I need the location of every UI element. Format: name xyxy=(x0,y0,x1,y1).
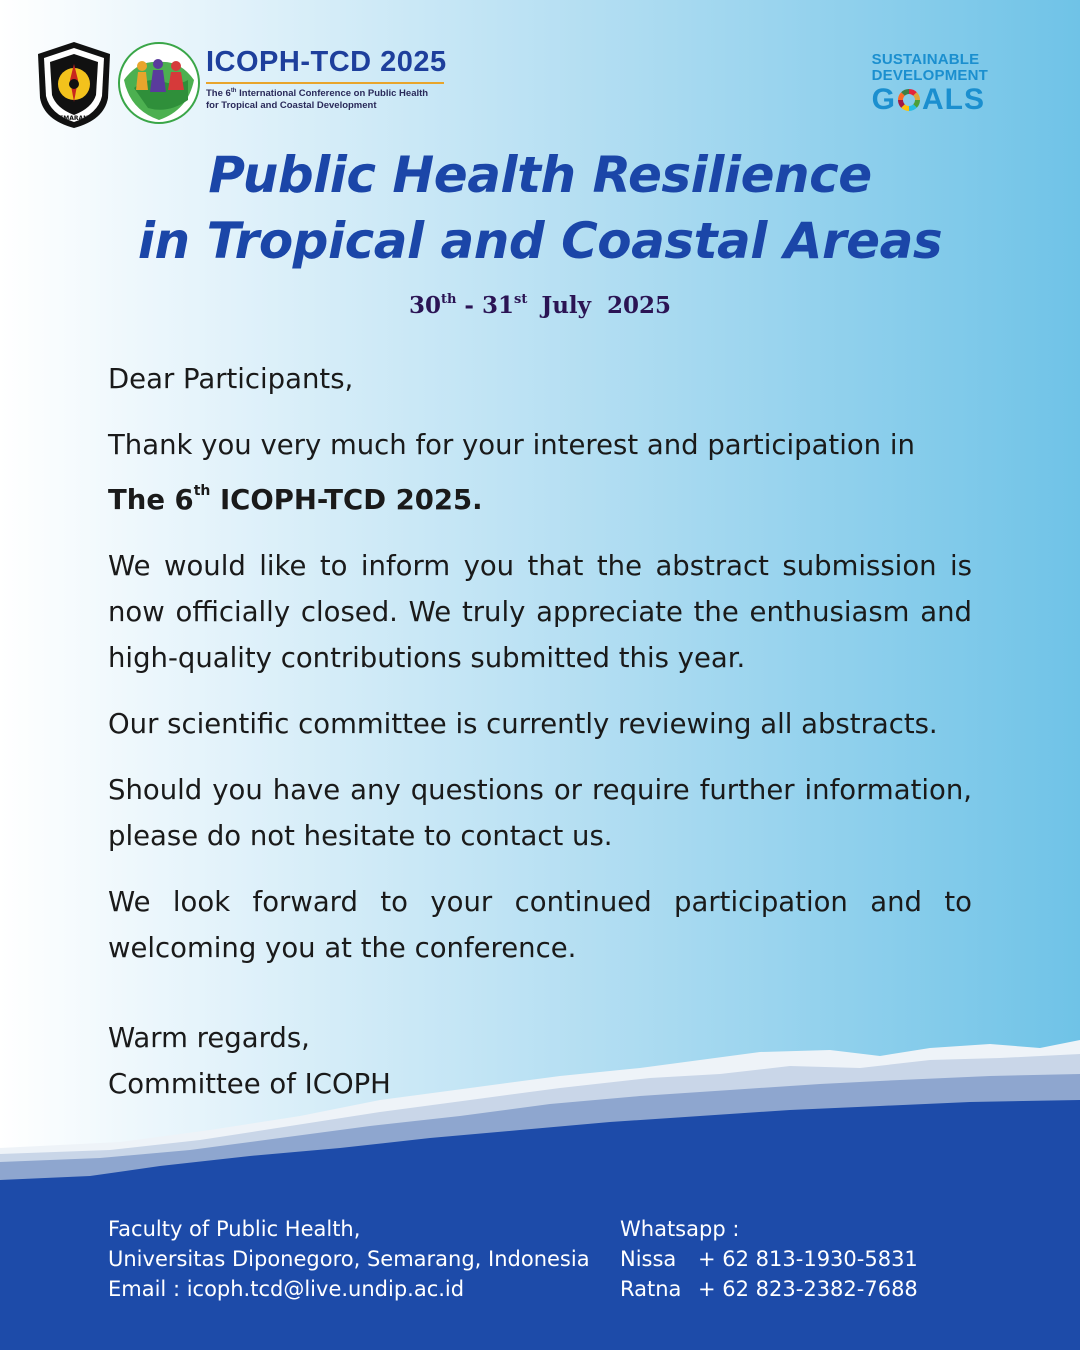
paragraph-reviewing: Our scientific committee is currently reviewing all abstracts. xyxy=(108,708,938,740)
conference-subtitle: The 6th International Conference on Public Health for Tropical and Coastal Development xyxy=(206,88,429,112)
sdg-goals-word: G ALS xyxy=(871,83,985,116)
sdg-line-1: SUSTAINABLE xyxy=(871,51,980,68)
paragraph-questions: Should you have any questions or require further information, please do not hesitate to contact us. xyxy=(108,774,972,852)
sdg-wheel-icon xyxy=(897,88,921,112)
svg-text:SEMARANG: SEMARANG xyxy=(54,115,94,122)
address-line-2: Universitas Diponegoro, Semarang, Indonesia xyxy=(108,1247,590,1271)
contact-phone: + 62 823-2382-7688 xyxy=(698,1277,918,1301)
paragraph-thanks: Thank you very much for your interest and participation in The 6th ICOPH-TCD 2025. xyxy=(108,429,915,516)
conference-name: ICOPH-TCD 2025 xyxy=(206,46,447,78)
title-line-2: in Tropical and Coastal Areas xyxy=(137,212,943,270)
conference-name-underline xyxy=(206,82,444,84)
conference-edition: The 6th ICOPH-TCD 2025. xyxy=(108,483,483,516)
closing: Warm regards, xyxy=(108,1022,310,1054)
footer xyxy=(0,1180,1080,1350)
footer-whatsapp xyxy=(620,1214,918,1304)
contact-row xyxy=(620,1244,918,1274)
icoph-globe-logo xyxy=(118,40,200,126)
contact-name: Nissa xyxy=(620,1247,677,1271)
contact-row xyxy=(620,1274,918,1304)
main-title xyxy=(0,142,1080,274)
event-dates: 30th - 31st July 2025 xyxy=(408,292,672,319)
footer-address xyxy=(108,1214,590,1304)
header xyxy=(34,38,1034,133)
address-line-1: Faculty of Public Health, xyxy=(108,1217,361,1241)
paragraph-closed: We would like to inform you that the abstract submission is now officially closed. We truly appreciate the enthusiasm and high-quality contributions submitted this year. xyxy=(108,550,972,674)
letter-body xyxy=(108,356,972,1107)
greeting: Dear Participants, xyxy=(108,363,354,395)
signature: Committee of ICOPH xyxy=(108,1068,391,1100)
whatsapp-label: Whatsapp : xyxy=(620,1217,740,1241)
contact-phone: + 62 813-1930-5831 xyxy=(698,1247,918,1271)
sdg-line-2: DEVELOPMENT xyxy=(871,67,988,84)
university-seal-logo xyxy=(34,40,114,130)
sdg-logo xyxy=(872,52,988,116)
contact-name: Ratna xyxy=(620,1277,682,1301)
title-line-1: Public Health Resilience xyxy=(208,146,872,204)
paragraph-look-forward: We look forward to your continued participation and to welcoming you at the conference. xyxy=(108,886,972,964)
contact-email: Email : icoph.tcd@live.undip.ac.id xyxy=(108,1277,465,1301)
